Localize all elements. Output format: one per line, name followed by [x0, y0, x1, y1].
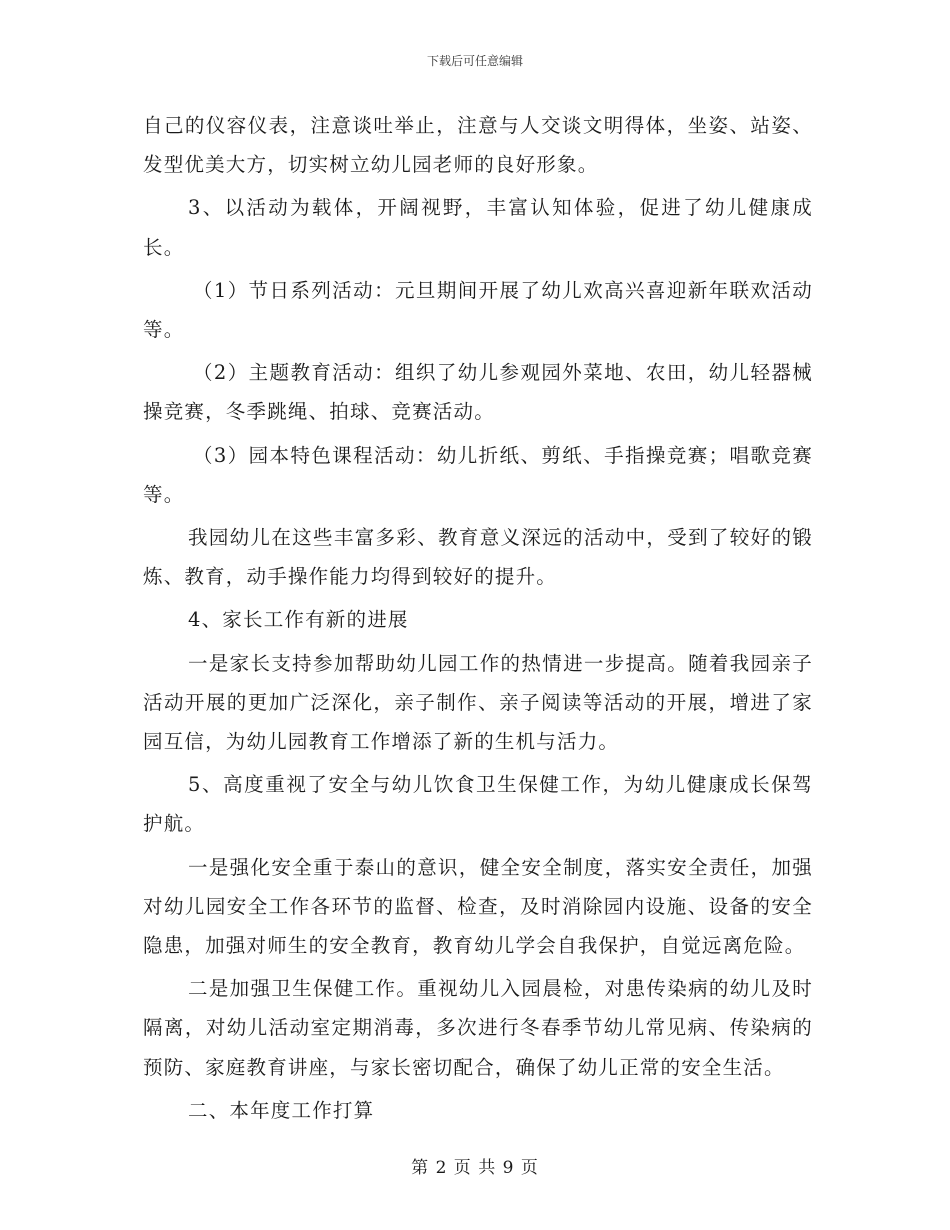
paragraph-subitem-1: （1）节日系列活动：元旦期间开展了幼儿欢高兴喜迎新年联欢活动等。	[143, 278, 813, 342]
page-footer: 第 2 页 共 9 页	[411, 1158, 539, 1178]
paragraph-item-4: 4、家长工作有新的进展	[188, 608, 409, 632]
paragraph-subitem-3: （3）园本特色课程活动：幼儿折纸、剪纸、手指操竞赛；唱歌竞赛等。	[143, 443, 813, 506]
document-body	[143, 106, 813, 1134]
paragraph-safety: 一是强化安全重于泰山的意识，健全安全制度，落实安全责任，加强对幼儿园安全工作各环节的监督、检查，及时消除园内设施、设备的安全隐患，加强对师生的安全教育，教育幼儿学会自我保护，自觉远离危险。	[143, 855, 813, 958]
paragraph-item-5: 5、高度重视了安全与幼儿饮食卫生保健工作，为幼儿健康成长保驾护航。	[143, 773, 813, 836]
paragraph-continuation: 自己的仪容仪表，注意谈吐举止，注意与人交谈文明得体，坐姿、站姿、发型优美大方，切实树立幼儿园老师的良好形象。	[143, 114, 813, 177]
paragraph-activity-summary: 我园幼儿在这些丰富多彩、教育意义深远的活动中，受到了较好的锻炼、教育，动手操作能力均得到较好的提升。	[143, 526, 813, 589]
paragraph-parent-work: 一是家长支持参加帮助幼儿园工作的热情进一步提高。随着我园亲子活动开展的更加广泛深化，亲子制作、亲子阅读等活动的开展，增进了家园互信，为幼儿园教育工作增添了新的生机与活力。	[143, 651, 813, 754]
paragraph-health: 二是加强卫生保健工作。重视幼儿入园晨检，对患传染病的幼儿及时隔离，对幼儿活动室定期消毒，多次进行冬春季节幼儿常见病、传染病的预防、家庭教育讲座，与家长密切配合，确保了幼儿正常的安全生活。	[143, 977, 813, 1079]
paragraph-subitem-2: （2）主题教育活动：组织了幼儿参观园外菜地、农田，幼儿轻器械操竞赛，冬季跳绳、拍球、竞赛活动。	[143, 361, 813, 424]
paragraph-item-3: 3、以活动为载体，开阔视野，丰富认知体验，促进了幼儿健康成长。	[143, 196, 813, 259]
section-heading-plan: 二、本年度工作打算	[188, 1098, 375, 1122]
page-header: 下载后可任意编辑	[426, 54, 523, 68]
